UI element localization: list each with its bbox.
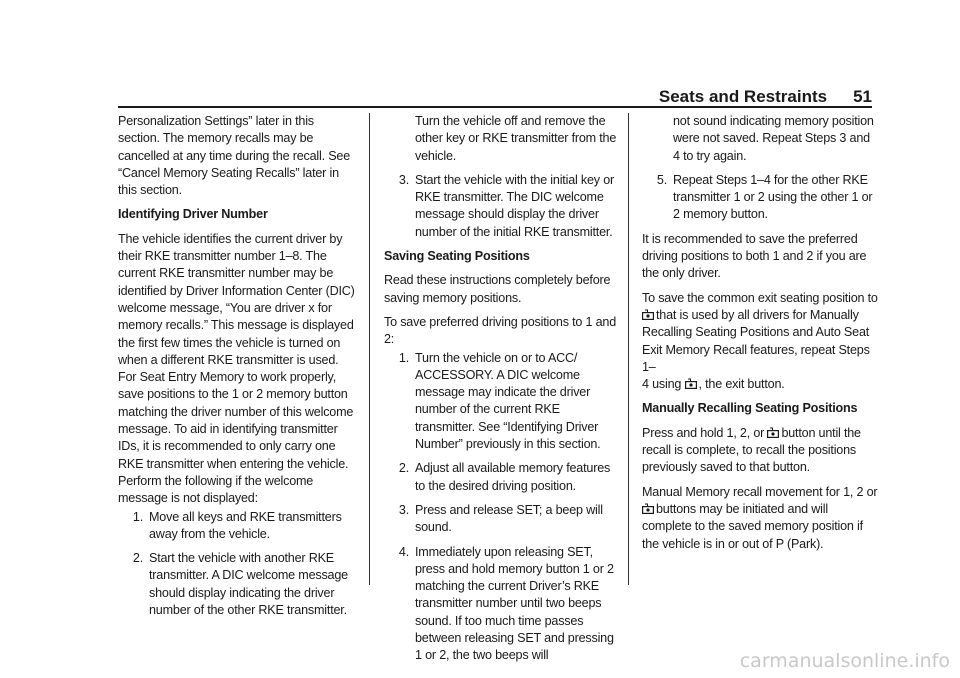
list-item bbox=[384, 350, 618, 454]
seat-exit-icon bbox=[642, 309, 654, 320]
list-text: Press and release SET; a beep will sound. bbox=[415, 502, 603, 535]
column-divider bbox=[369, 113, 370, 585]
paragraph: To save preferred driving positions to 1 and 2: bbox=[384, 314, 617, 347]
text-run: 4 using bbox=[642, 377, 682, 392]
recall-paragraph bbox=[642, 425, 878, 477]
header-rule bbox=[118, 106, 872, 108]
list-continuation: not sound indicating memory position were not saved. Repeat Steps 3 and 4 to try again. bbox=[673, 114, 874, 163]
list-item bbox=[384, 544, 618, 665]
list-text: Move all keys and RKE transmitters away from the vehicle. bbox=[149, 509, 342, 541]
manual-recall-paragraph bbox=[642, 484, 878, 553]
list-text: Repeat Steps 1–4 for the other RKE transmitter 1 or 2 using the other 1 or 2 memory button. bbox=[673, 172, 873, 222]
list-item bbox=[642, 172, 878, 224]
intro-paragraph: Personalization Settings” later in this section. The memory recalls may be cancelled at any time during the recall. See “Cancel Memory Seating Recalls” later in this section. bbox=[118, 114, 351, 198]
list-text: Start the vehicle with the initial key or RKE transmitter. The DIC welcome message should display the driver number of the initial RKE transmitter. bbox=[415, 172, 614, 239]
list-number: 1. bbox=[398, 350, 409, 365]
list-number: 5. bbox=[656, 172, 667, 187]
paragraph: It is recommended to save the preferred driving positions to both 1 and 2 if you are the only driver. bbox=[642, 231, 867, 281]
section-heading: Identifying Driver Number bbox=[118, 207, 268, 222]
text-run: Manual Memory recall movement for 1, 2 or bbox=[642, 484, 878, 499]
list-number: 4. bbox=[398, 544, 409, 559]
column-1 bbox=[118, 113, 356, 626]
list-continuation: Turn the vehicle off and remove the other key or RKE transmitter from the vehicle. bbox=[415, 114, 617, 163]
text-run: Press and hold 1, 2, or bbox=[642, 425, 765, 440]
column-2 bbox=[384, 113, 618, 672]
column-divider bbox=[628, 113, 629, 585]
section-title: Seats and Restraints bbox=[658, 87, 828, 106]
list-number: 2. bbox=[132, 551, 143, 566]
list-text: Start the vehicle with another RKE transmitter. A DIC welcome message should display indicating the driver number of the other RKE transmitter. bbox=[149, 551, 348, 618]
watermark: carmanualsonline.info bbox=[739, 650, 950, 672]
seat-exit-icon bbox=[642, 503, 654, 514]
text-run: , the exit button. bbox=[698, 377, 785, 392]
list-number: 3. bbox=[398, 172, 409, 187]
column-3 bbox=[642, 113, 878, 560]
list-number: 3. bbox=[398, 502, 409, 517]
text-run: that is used by all drivers for Manually Recalling Seating Positions and Auto Seat Exit Memory Recall features, repeat Steps 1– bbox=[642, 307, 870, 374]
seat-exit-icon bbox=[767, 427, 779, 438]
section-heading: Manually Recalling Seating Positions bbox=[642, 401, 858, 416]
exit-position-paragraph bbox=[642, 290, 878, 394]
list-number: 2. bbox=[398, 461, 409, 476]
list-text: Turn the vehicle on or to ACC/ ACCESSORY. A DIC welcome message may indicate the driver number of the current RKE transmitter. See “Identifying Driver Number” previously in this section. bbox=[415, 350, 601, 452]
list-item bbox=[118, 550, 356, 619]
section-heading: Saving Seating Positions bbox=[384, 249, 530, 264]
page-number: 51 bbox=[853, 87, 872, 106]
list-item bbox=[384, 502, 618, 537]
paragraph: The vehicle identifies the current driver by their RKE transmitter number 1–8. The current RKE transmitter number may be identified by Driver Information Center (DIC) welcome message, “You are driver x for memory recalls.” This message is displayed the first few times the vehicle is turned on when a different RKE transmitter is used. For Seat Entry Memory to work properly, save positions to the 1 or 2 memory button matching the driver number of this welcome message. To aid in identifying transmitter IDs, it is recommended to only carry one RKE transmitter when entering the vehicle. Perform the following if the welcome message is not displayed: bbox=[118, 231, 355, 506]
paragraph: Read these instructions completely before saving memory positions. bbox=[384, 273, 611, 305]
list-item bbox=[118, 509, 356, 544]
text-run: buttons may be initiated and will complete to the saved memory position if the vehicle is in or out of P (Park). bbox=[642, 501, 863, 551]
seat-exit-icon bbox=[685, 378, 697, 389]
text-run: button until the recall is complete, to recall the positions previously saved to that button. bbox=[642, 425, 861, 475]
list-number: 1. bbox=[132, 509, 143, 524]
list-item bbox=[384, 460, 618, 495]
text-run: To save the common exit seating position to bbox=[642, 290, 878, 305]
list-text: Immediately upon releasing SET, press and hold memory button 1 or 2 matching the current Driver’s RKE transmitter number until two beeps sound. If too much time passes between releasing SET and pressing 1 or 2, the two beeps will bbox=[415, 544, 614, 663]
list-item bbox=[384, 172, 618, 241]
list-text: Adjust all available memory features to the desired driving position. bbox=[415, 461, 611, 493]
